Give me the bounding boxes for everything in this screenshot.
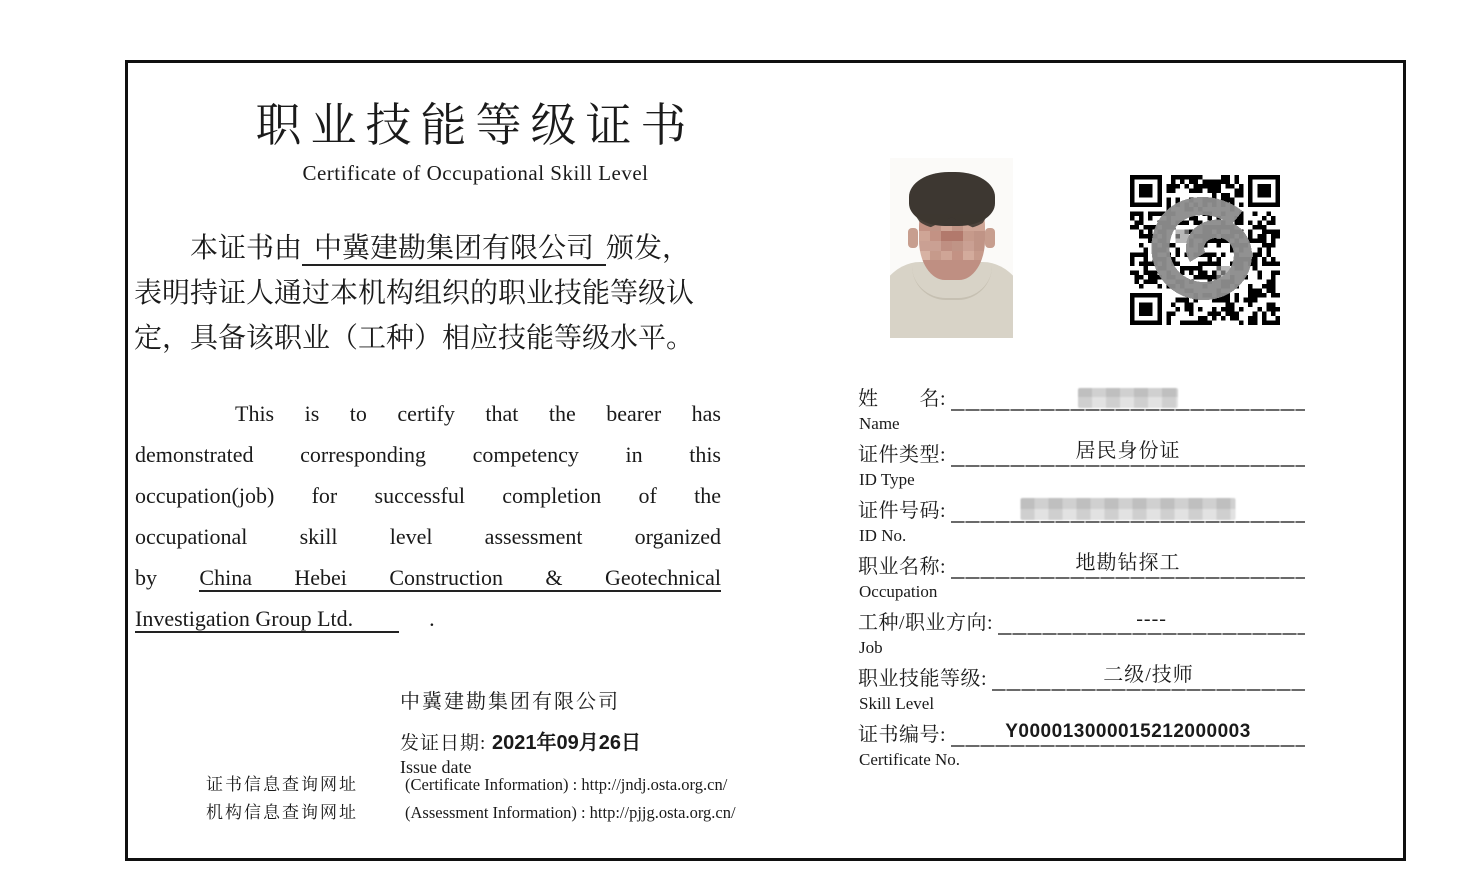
field-row-occupation xyxy=(858,549,1305,605)
field-value-job: ---- xyxy=(1136,608,1167,630)
field-label-en-occupation: Occupation xyxy=(859,582,938,601)
field-label-occupation: 职业名称: xyxy=(858,556,947,578)
field-value-id-type: 居民身份证 xyxy=(1075,440,1181,462)
cn-line1-prefix: 本证书由 xyxy=(190,233,303,264)
issue-date-label: 发证日期: xyxy=(400,733,487,754)
field-label-certificate-no: 证书编号: xyxy=(858,724,947,746)
cn-paragraph-line2: 表明持证人通过本机构组织的职业技能等级认 xyxy=(134,278,695,309)
photo-ear xyxy=(908,228,918,248)
cn-paragraph-line1 xyxy=(134,226,734,271)
en-paragraph-line6 xyxy=(135,598,721,639)
field-label-en-job: Job xyxy=(859,638,883,657)
issue-date-label-en: Issue date xyxy=(400,757,472,777)
field-label-name: 姓 名: xyxy=(858,388,947,410)
en-paragraph-line4: occupational skill level assessment organized xyxy=(135,524,721,549)
redacted-name-blur xyxy=(1078,388,1178,408)
issuer-name-underlined: 中冀建勘集团有限公司 xyxy=(302,233,606,266)
fields-section xyxy=(858,381,1305,773)
field-label-en-id-type: ID Type xyxy=(859,470,915,489)
field-row-id-no xyxy=(858,493,1305,549)
org-info-query-url: (Assessment Information) : http://pjjg.osta.org.cn/ xyxy=(405,803,736,822)
field-underline-job xyxy=(998,605,1305,635)
issuer-block xyxy=(400,685,641,778)
field-row-name xyxy=(858,381,1305,437)
en-line6-period: . xyxy=(429,606,435,631)
qr-code xyxy=(1130,175,1280,325)
field-row-job xyxy=(858,605,1305,661)
redacted-id-no-blur xyxy=(1021,498,1236,520)
issuer-name: 中冀建勘集团有限公司 xyxy=(400,691,620,713)
field-underline-occupation xyxy=(951,549,1305,579)
en-paragraph-line3: occupation(job) for successful completion of the xyxy=(135,483,721,508)
issue-date-line xyxy=(400,726,641,755)
cert-info-query-url: (Certificate Information) : http://jndj.osta.org.cn/ xyxy=(405,775,728,794)
field-label-en-id-no: ID No. xyxy=(859,526,907,545)
portrait-photo xyxy=(890,158,1013,338)
cert-info-query-row xyxy=(206,770,727,795)
field-label-id-no: 证件号码: xyxy=(858,500,947,522)
org-name-underlined-en: China Hebei Construction & Geotechnical xyxy=(199,565,722,590)
field-label-id-type: 证件类型: xyxy=(858,444,947,466)
photo-ear xyxy=(985,228,995,248)
cn-paragraph-line3: 定，具备该职业（工种）相应技能等级水平。 xyxy=(134,323,695,354)
en-paragraph-line1: This is to certify that the bearer has xyxy=(235,401,721,426)
field-row-certificate-no xyxy=(858,717,1305,773)
cn-line1-suffix: 颁发， xyxy=(606,233,691,264)
field-underline-skill-level xyxy=(992,661,1305,691)
field-label-job: 工种/职业方向: xyxy=(858,612,994,634)
en-paragraph-line5 xyxy=(135,557,721,598)
cert-info-query-label: 证书信息查询网址 xyxy=(206,775,358,794)
english-paragraph xyxy=(135,393,721,639)
field-value-occupation: 地勘钻探工 xyxy=(1075,552,1181,574)
field-underline-id-no xyxy=(951,493,1305,523)
issue-date-value: 2021年09月26日 xyxy=(492,732,642,754)
certificate-title: 职业技能等级证书 xyxy=(255,100,696,151)
org-name-underlined-en2: Investigation Group Ltd. xyxy=(135,606,399,633)
en-line5-prefix: by xyxy=(135,565,157,590)
field-row-skill-level xyxy=(858,661,1305,717)
org-info-query-label: 机构信息查询网址 xyxy=(206,803,358,822)
chinese-paragraph xyxy=(134,226,734,361)
certificate-subtitle: Certificate of Occupational Skill Level xyxy=(302,161,649,185)
photo-hair xyxy=(909,172,995,226)
field-value-certificate-no: Y000013000015212000003 xyxy=(1005,721,1251,742)
field-label-skill-level: 职业技能等级: xyxy=(858,668,988,690)
certificate-border xyxy=(125,60,1406,861)
field-underline-certificate-no xyxy=(951,717,1305,747)
field-row-id-type xyxy=(858,437,1305,493)
field-label-en-name: Name xyxy=(859,414,900,433)
field-label-en-skill-level: Skill Level xyxy=(859,694,935,713)
field-underline-name xyxy=(951,381,1305,411)
field-value-skill-level: 二级/技师 xyxy=(1103,664,1194,686)
en-paragraph-line2: demonstrated corresponding competency in this xyxy=(135,442,721,467)
field-label-en-certificate-no: Certificate No. xyxy=(859,750,961,769)
field-underline-id-type xyxy=(951,437,1305,467)
org-info-query-row xyxy=(206,798,736,823)
